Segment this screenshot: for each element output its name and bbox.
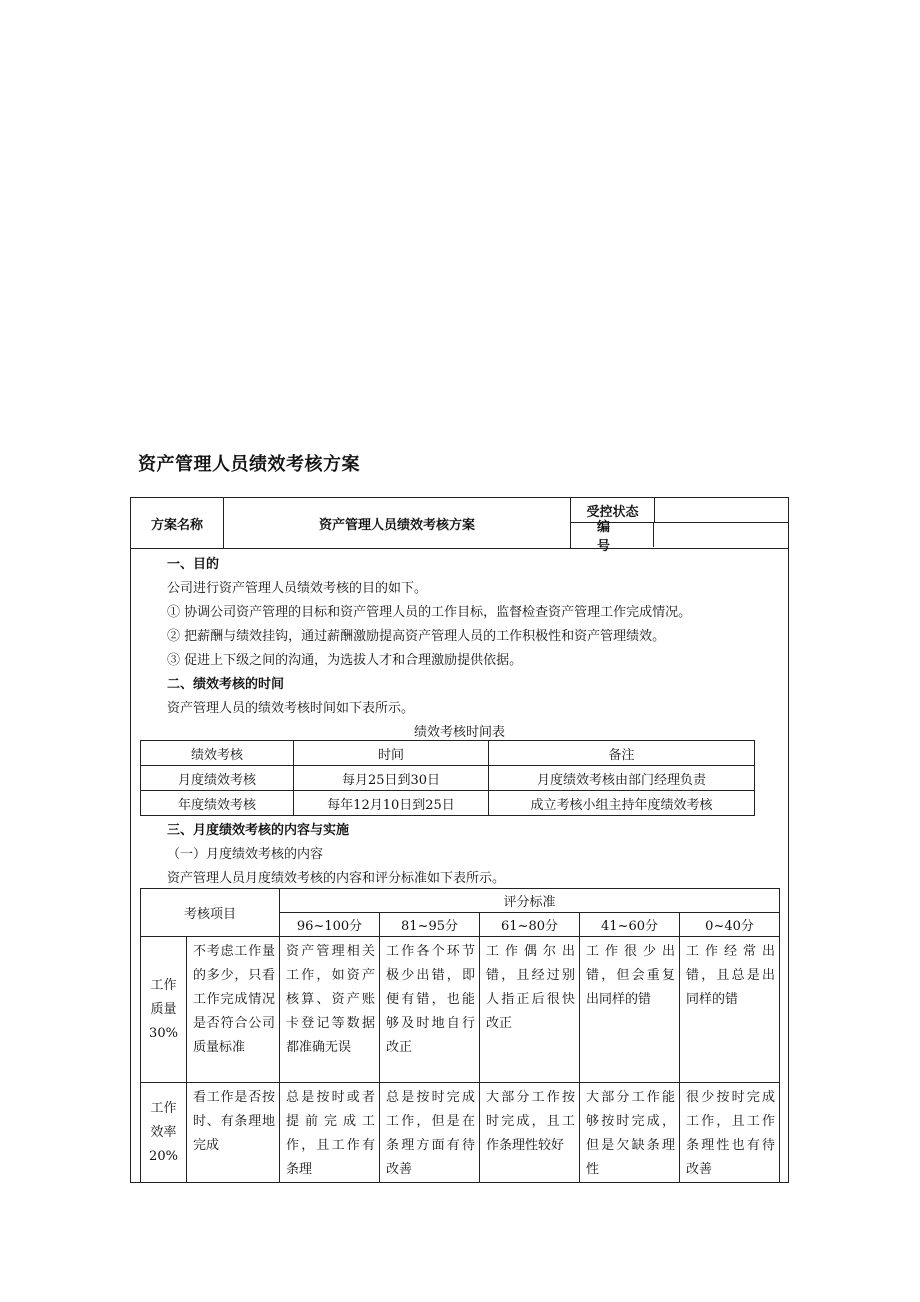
table-row [141,791,755,816]
score-cell: 总是按时完成工作，但是在条理方面有待改善 [380,1083,480,1183]
score-cell: 工作很少出错，但会重复出同样的错 [580,937,680,1083]
table-row [141,1083,780,1183]
score-header: 评分标准 [280,889,780,913]
score-range: 41~60分 [580,913,680,937]
plan-form [130,497,789,1183]
section1-item-3: ③ 促进上下级之间的沟通，为选拔人才和合理激励提供依据。 [167,653,523,668]
section2-heading: 二、绩效考核的时间 [167,677,285,692]
plan-header [131,498,788,554]
table-cell: 成立考核小组主持年度绩效考核 [489,791,755,816]
table-cell: 每年12月10日到25日 [294,791,489,816]
score-cell: 大部分工作按时完成，且工作条理性较好 [480,1083,580,1183]
plan-name-label: 方案名称 [131,498,224,548]
section2-intro: 资产管理人员的绩效考核时间如下表所示。 [167,701,415,716]
table-cell: 月度绩效考核 [141,766,294,791]
score-cell: 资产管理相关工作，如资产核算、资产账卡登记等数据都准确无误 [280,937,380,1083]
section1-item-2: ② 把薪酬与绩效挂钩，通过薪酬激励提高资产管理人员的工作积极性和资产管理绩效。 [167,629,666,644]
control-status-label: 受控状态 [571,498,655,523]
control-status-value[interactable] [655,498,788,523]
score-cell: 工作各个环节极少出错，即便有错，也能够及时地自行改正 [380,937,480,1083]
section1-heading: 一、目的 [167,557,220,572]
criterion-description: 看工作是否按时、有条理地完成 [187,1083,280,1183]
score-cell: 工作偶尔出错，且经过别人指正后很快改正 [480,937,580,1083]
table-row [141,766,755,791]
score-range: 81~95分 [380,913,480,937]
column-header: 绩效考核 [141,741,294,766]
number-label: 编号 [571,523,654,547]
score-cell: 总是按时或者提前完成工作，且工作有条理 [280,1083,380,1183]
column-header: 备注 [489,741,755,766]
column-header: 时间 [294,741,489,766]
table-cell: 月度绩效考核由部门经理负责 [489,766,755,791]
score-range: 96~100分 [280,913,380,937]
score-cell: 大部分工作能够按时完成，但是欠缺条理性 [580,1083,680,1183]
table-header-row [141,741,755,766]
section3-intro: 资产管理人员月度绩效考核的内容和评分标准如下表所示。 [167,871,506,886]
score-range: 61~80分 [480,913,580,937]
section3-subheading: （一）月度绩效考核的内容 [167,847,324,862]
section3-heading: 三、月度绩效考核的内容与实施 [167,823,350,838]
score-cell: 很少按时完成工作，且工作条理性也有待改善 [680,1083,780,1183]
table-cell: 年度绩效考核 [141,791,294,816]
plan-name-value: 资产管理人员绩效考核方案 [224,498,571,548]
item-header: 考核项目 [141,889,280,937]
section1-item-1: ① 协调公司资产管理的目标和资产管理人员的工作目标，监督检查资产管理工作完成情况。 [167,605,692,620]
table-header-row [141,889,780,913]
score-range: 0~40分 [680,913,780,937]
table-cell: 每月25日到30日 [294,766,489,791]
time-table-title: 绩效考核时间表 [413,725,505,740]
criteria-table [140,888,780,1183]
score-cell: 工作经常出错，且总是出同样的错 [680,937,780,1083]
section1-intro: 公司进行资产管理人员绩效考核的目的如下。 [167,581,428,596]
time-table [140,740,755,816]
table-row [141,937,780,1083]
criterion-name: 工作效率20% [141,1083,187,1183]
document-title: 资产管理人员绩效考核方案 [138,454,360,475]
criterion-description: 不考虑工作量的多少，只看工作完成情况是否符合公司质量标准 [187,937,280,1083]
criterion-name: 工作质量30% [141,937,187,1083]
